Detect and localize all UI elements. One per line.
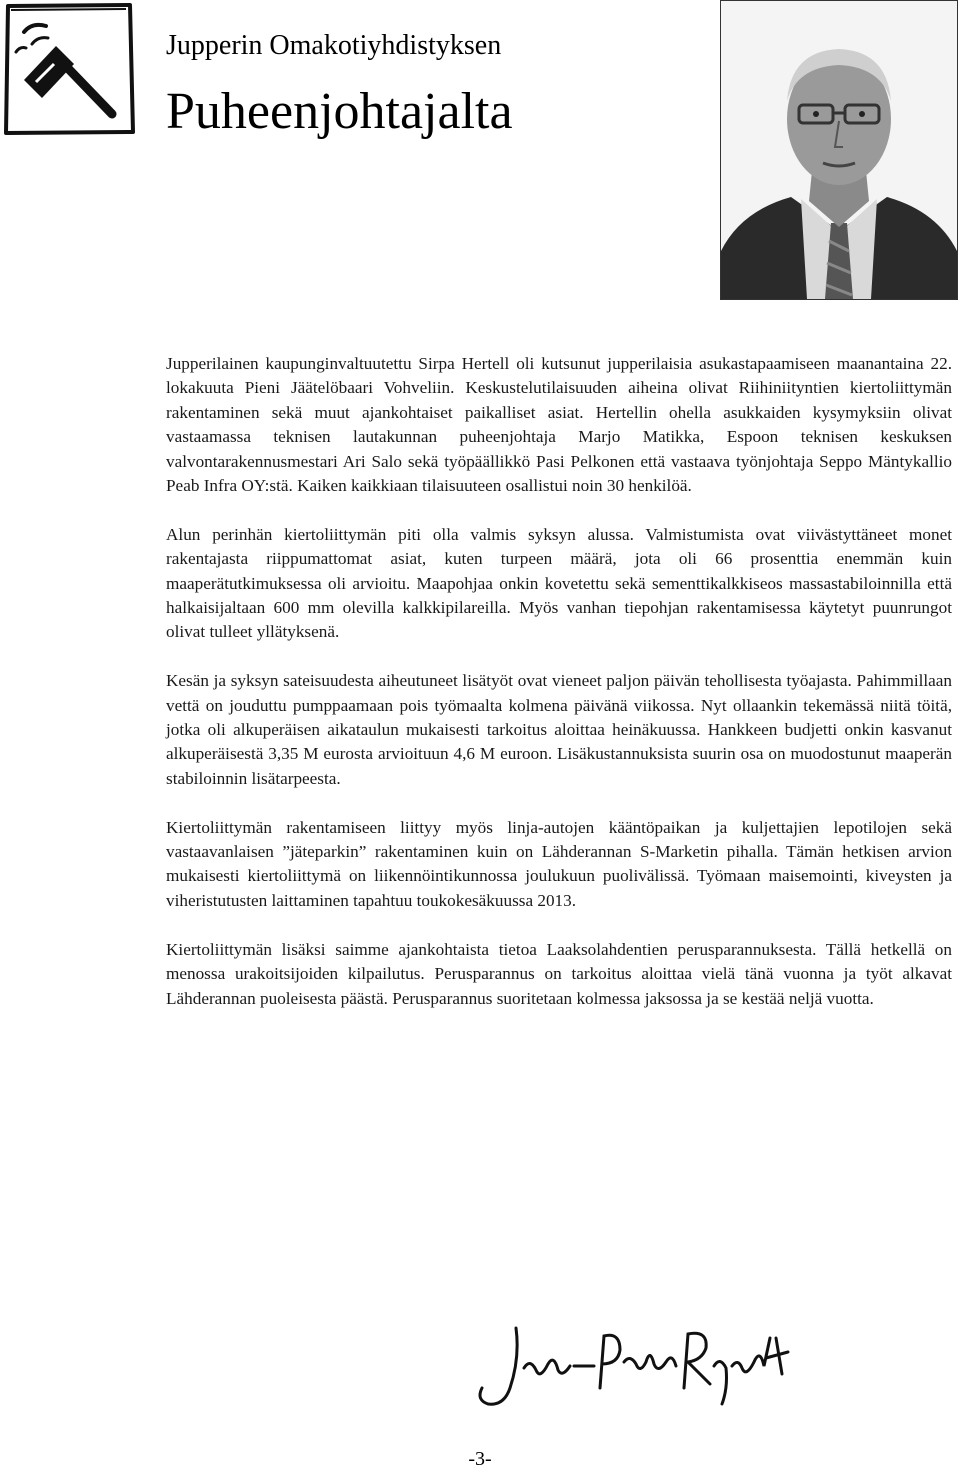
paragraph-2: Alun perinhän kiertoliittymän piti olla valmis syksyn alussa. Valmistumista ovat viivästyttäneet monet rakentajasta riippumattomat asiat, kuten turpeen määrä, jota oli 66 prosenttia enemmän kuin maaperätutkimuksessa oli arvioitu. Maapohjaa onkin kovetettu sekä sementtikalkkiseos massastabiloinnilla että halkaisijaltaan 600 mm olevilla kalkkipilareilla. Myös vanhan tiepohjan rakentamisessa käytetyt puunrungot olivat tulleet yllätyksenä. [166,524,952,642]
hammer-logo-icon [2,2,136,136]
paragraph-3: Kesän ja syksyn sateisuudesta aiheutuneet lisätyöt ovat vieneet paljon päivän tehollisesta työajasta. Pahimmillaan vettä on jouduttu pumppaamaan pois työmaalta kolmena päivänä viikossa. Nyt ollaankin tekemässä niitä töitä, jotka oli alkuperäisen aikataulun mukaisesti tarkoitus aloittaa heinäkuussa. Hankkeen budjetti onkin kasvanut alkuperäisestä 3,35 M eurosta arvioituun 4,6 M euroon. Lisäkustannuksista suurin osa on muodostunut maaperän stabiloinnin lisätarpeesta. [166,671,952,788]
portrait-photo [720,0,958,300]
article-body [166,352,952,1035]
paragraph-1: Jupperilainen kaupunginvaltuutettu Sirpa Hertell oli kutsunut jupperilaisia asukastapaamiseen maanantaina 22. lokakuuta Pieni Jäätelöbaari Vohveliin. Keskustelutilaisuuden aiheina olivat Riihiniityntien kiertoliittymän rakentaminen sekä muut ajankohtaiset paikalliset asiat. Hertellin ohella asukkaiden kysymyksiin olivat vastaamassa teknisen lautakunnan puheenjohtaja Marjo Matikka, Espoon teknisen keskuksen valvontarakennusmestari Ari Salo sekä työpäällikkö Pasi Pelkonen että vastaava työnjohtaja Seppo Mäntykallio Peab Infra OY:stä. Kaiken kaikkiaan tilaisuuteen osallistui noin 30 henkilöä. [166,354,952,496]
page-number: -3- [468,1448,492,1470]
paragraph-4: Kiertoliittymän rakentamiseen liittyy myös linja-autojen kääntöpaikan ja kuljettajien lepotilojen sekä vastaavanlaisen ”jäteparkin” rakentaminen kuin on Lähderannan S-Marketin pihalla. Tämän hetkisen arvion mukaisesti kiertoliittymä on liikennöintikunnossa joulukuun puolivälissä. Työmaan maisemointi, kiveysten ja viheristutusten laittaminen tapahtuu toukokesäkuussa 2013. [166,817,952,910]
paragraph-5: Kiertoliittymän lisäksi saimme ajankohtaista tietoa Laaksolahdentien perusparannuksesta. Tällä hetkellä on menossa urakoitsijoiden kilpailutus. Perusparannus on tarkoitus aloittaa vielä tänä vuonna ja työt alkavat Lähderannan puoleisesta päästä. Perusparannus suoritetaan kolmessa jaksossa ja se kestää neljä vuotta. [166,939,952,1008]
page-title: Puheenjohtajalta [166,83,513,140]
signature [470,1318,810,1414]
organization-name: Jupperin Omakotiyhdistyksen [166,30,502,61]
